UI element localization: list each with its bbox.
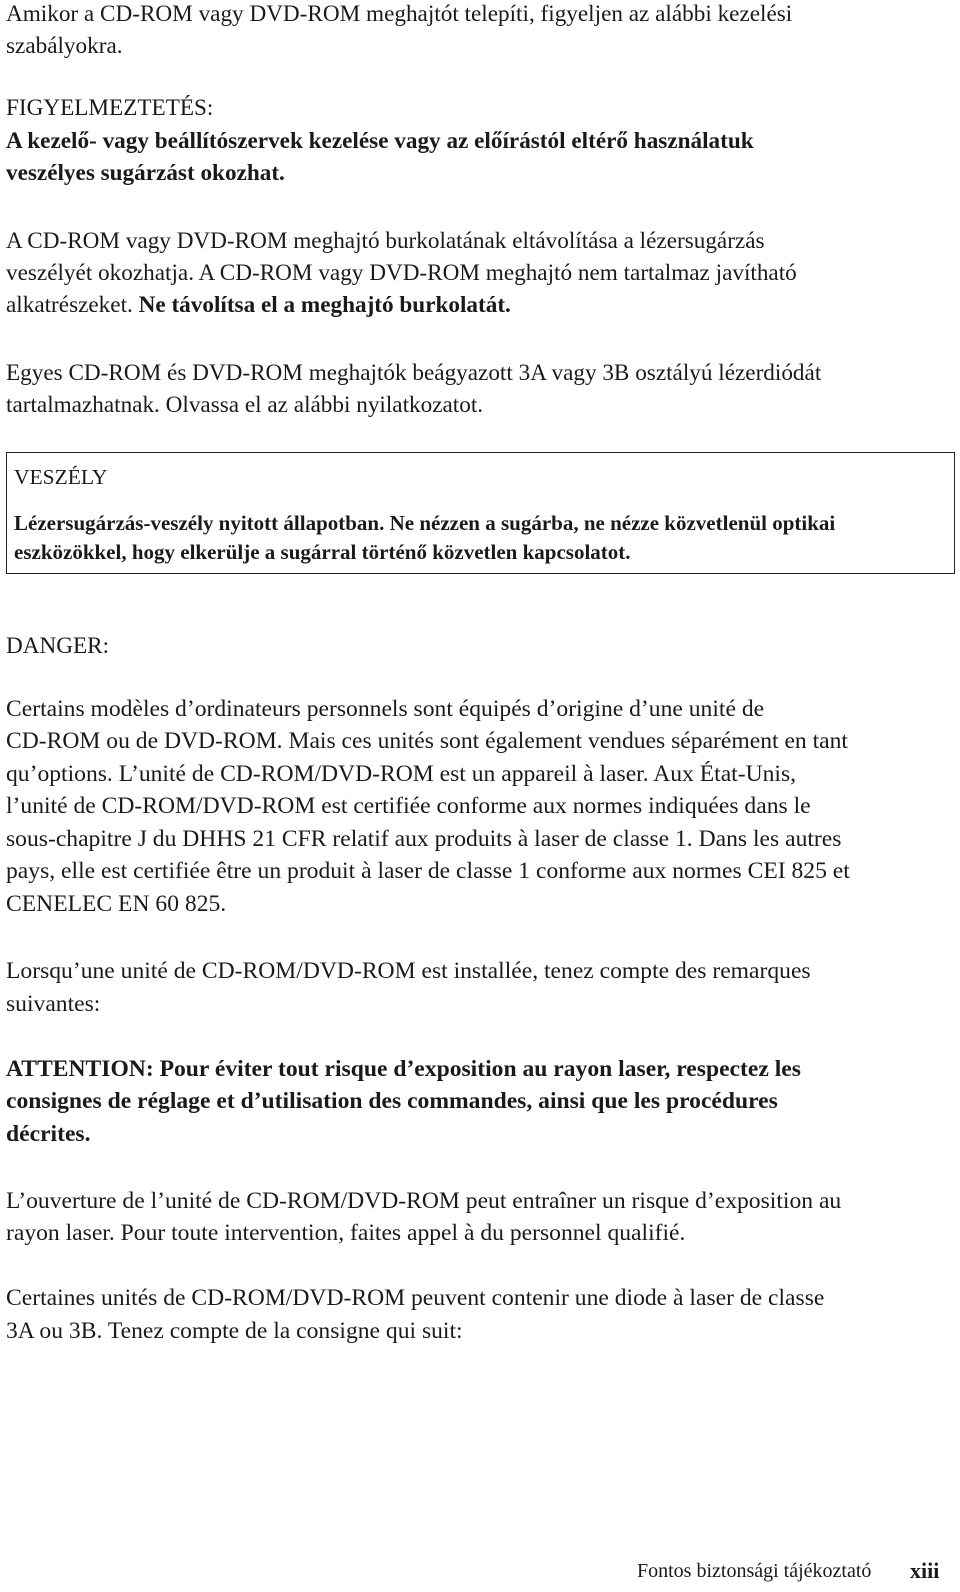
removal-line-3 [6, 289, 511, 321]
fr-certains-line-1: Certains modèles d’ordinateurs personnels sont équipés d’origine d’une unité de [6, 696, 765, 722]
fr-certains-line-2: CD-ROM ou de DVD-ROM. Mais ces unités sont également vendues séparément en tant [6, 728, 848, 754]
danger-box-text-line-1: Lézersugárzás-veszély nyitott állapotban. Ne nézzen a sugárba, ne nézze közvetlenül optikai [14, 511, 836, 535]
fr-attention-line-3: décrites. [6, 1121, 91, 1147]
fr-ouverture-line-1: L’ouverture de l’unité de CD-ROM/DVD-ROM peut entraîner un risque d’exposition au [6, 1188, 842, 1214]
danger-box-text-line-2: eszközökkel, hogy elkerülje a sugárral történő közvetlen kapcsolatot. [14, 540, 631, 564]
fr-lorsqu-line-1: Lorsqu’une unité de CD-ROM/DVD-ROM est installée, tenez compte des remarques [6, 958, 811, 984]
fr-ouverture-line-2: rayon laser. Pour toute intervention, faites appel à du personnel qualifié. [6, 1220, 686, 1246]
removal-line-2: veszélyét okozhatja. A CD-ROM vagy DVD-ROM meghajtó nem tartalmaz javítható [6, 260, 797, 286]
intro-line-1: Amikor a CD-ROM vagy DVD-ROM meghajtót telepíti, figyeljen az alábbi kezelési [6, 1, 793, 27]
danger-box [6, 452, 955, 574]
fr-certaines-line-1: Certaines unités de CD-ROM/DVD-ROM peuvent contenir une diode à laser de classe [6, 1285, 825, 1311]
fr-certains-line-5: sous-chapitre J du DHHS 21 CFR relatif aux produits à laser de classe 1. Dans les autres [6, 826, 842, 852]
intro-line-2: szabályokra. [6, 33, 123, 59]
removal-line-1: A CD-ROM vagy DVD-ROM meghajtó burkolatának eltávolítása a lézersugárzás [6, 228, 765, 254]
fr-certains-line-6: pays, elle est certifiée être un produit à laser de classe 1 conforme aux normes CEI 825 et [6, 858, 850, 884]
danger-box-title: VESZÉLY [14, 465, 108, 489]
fr-lorsqu-line-2: suivantes: [6, 991, 101, 1017]
removal-line-3-bold: Ne távolítsa el a meghajtó burkolatát. [138, 292, 511, 318]
footer-title: Fontos biztonsági tájékoztató [637, 1560, 872, 1582]
removal-line-3-normal: alkatrészeket. [6, 292, 139, 318]
warning-text-line-2: veszélyes sugárzást okozhat. [6, 160, 285, 186]
fr-danger-heading: DANGER: [6, 633, 110, 659]
warning-heading: FIGYELMEZTETÉS: [6, 95, 214, 121]
fr-attention-line-2: consignes de réglage et d’utilisation des commandes, ainsi que les procédures [6, 1088, 778, 1114]
fr-attention-line-1: ATTENTION: Pour éviter tout risque d’exposition au rayon laser, respectez les [6, 1056, 801, 1082]
fr-certains-line-7: CENELEC EN 60 825. [6, 891, 227, 917]
diode-line-1: Egyes CD-ROM és DVD-ROM meghajtók beágyazott 3A vagy 3B osztályú lézerdiódát [6, 360, 822, 386]
fr-certains-line-4: l’unité de CD-ROM/DVD-ROM est certifiée conforme aux normes indiquées dans le [6, 793, 811, 819]
fr-certains-line-3: qu’options. L’unité de CD-ROM/DVD-ROM est un appareil à laser. Aux État-Unis, [6, 761, 797, 787]
warning-text-line-1: A kezelő- vagy beállítószervek kezelése vagy az előírástól eltérő használatuk [6, 128, 754, 154]
page-number: xiii [910, 1558, 940, 1583]
diode-line-2: tartalmazhatnak. Olvassa el az alábbi nyilatkozatot. [6, 392, 484, 418]
fr-certaines-line-2: 3A ou 3B. Tenez compte de la consigne qui suit: [6, 1318, 463, 1344]
